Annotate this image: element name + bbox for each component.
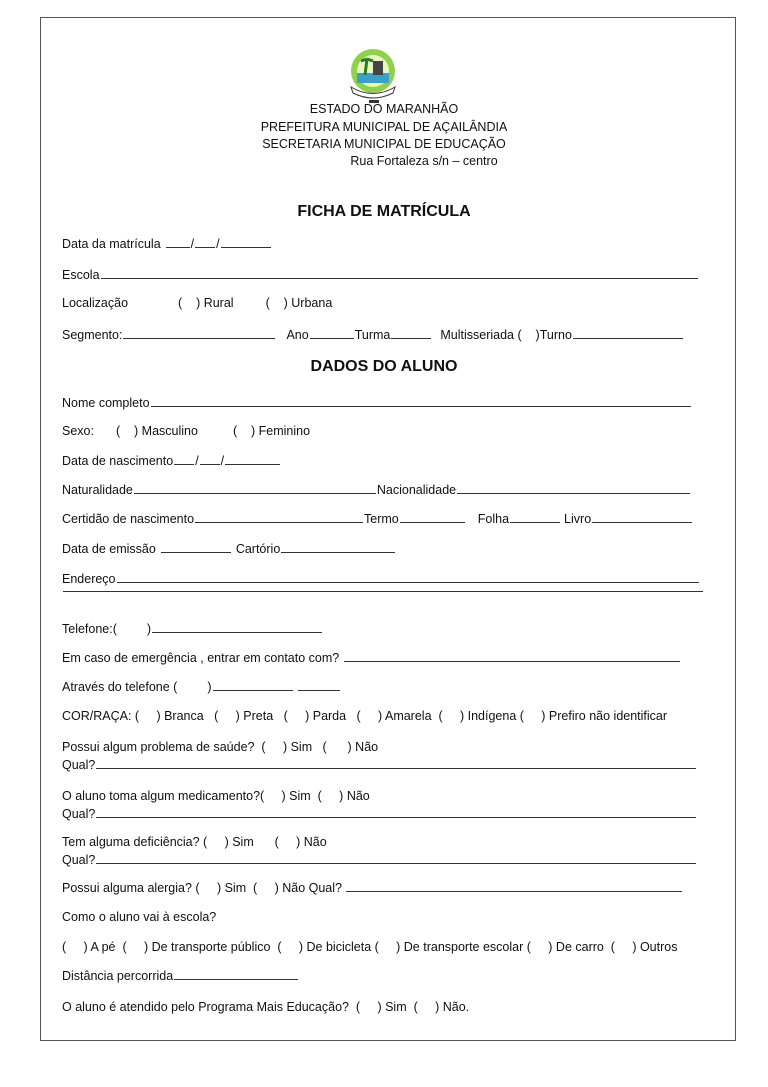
label: Como o aluno vai à escola? xyxy=(62,910,217,924)
label: Distância percorrida xyxy=(62,969,174,983)
label: Data da matrícula xyxy=(62,237,161,251)
year-field[interactable] xyxy=(225,463,280,465)
telefone-field[interactable] xyxy=(152,631,322,633)
deficiencia-qual-field[interactable] xyxy=(96,862,696,864)
folha-field[interactable] xyxy=(510,521,560,523)
label: Cartório xyxy=(235,542,281,556)
label: Qual? xyxy=(62,758,96,772)
checkbox-urbana[interactable]: ( ) Urbana xyxy=(265,296,333,310)
label: Em caso de emergência , entrar em contato com? xyxy=(62,651,340,665)
label: Data de emissão xyxy=(62,542,156,556)
label: Qual? xyxy=(62,853,96,867)
saude-options[interactable]: Possui algum problema de saúde? ( ) Sim ( ) Não xyxy=(62,740,379,754)
label: Segmento: xyxy=(62,328,123,342)
deficiencia-options[interactable]: Tem alguma deficiência? ( ) Sim ( ) Não xyxy=(62,835,327,849)
form-title: FICHA DE MATRÍCULA xyxy=(297,203,471,220)
medicamento-qual-field[interactable] xyxy=(96,816,696,818)
label: Escola xyxy=(62,268,100,282)
medicamento-options[interactable]: O aluno toma algum medicamento?( ) Sim ( ) Não xyxy=(62,789,370,803)
header-prefecture: PREFEITURA MUNICIPAL DE AÇAILÂNDIA xyxy=(260,120,508,134)
telefone-emergencia-field-2[interactable] xyxy=(298,689,340,691)
label: Data de nascimento xyxy=(62,454,174,468)
label: Endereço xyxy=(62,572,116,586)
header-state: ESTADO DO MARANHÃO xyxy=(309,102,459,116)
endereco-field-line2[interactable] xyxy=(63,590,703,592)
turno-field[interactable] xyxy=(573,337,683,339)
label: Livro xyxy=(564,512,592,526)
checkbox-rural[interactable]: ( ) Rural xyxy=(178,296,234,310)
label: Turma xyxy=(354,328,391,342)
naturalidade-field[interactable] xyxy=(134,492,376,494)
termo-field[interactable] xyxy=(400,521,465,523)
livro-field[interactable] xyxy=(592,521,692,523)
section-title: DADOS DO ALUNO xyxy=(310,358,458,375)
label: Ano xyxy=(286,328,309,342)
cartorio-field[interactable] xyxy=(281,551,395,553)
day-field[interactable] xyxy=(174,463,194,465)
label: Qual? xyxy=(62,807,96,821)
label: Certidão de nascimento xyxy=(62,512,195,526)
municipal-coat-of-arms-logo xyxy=(343,45,403,105)
year-field[interactable] xyxy=(221,246,271,248)
telefone-emergencia-field[interactable] xyxy=(213,689,293,691)
label: Localização xyxy=(62,296,129,310)
month-field[interactable] xyxy=(195,246,215,248)
label: Nome completo xyxy=(62,396,150,410)
multisseriada-checkbox[interactable]: Multisseriada ( )Turno xyxy=(440,328,572,342)
distancia-field[interactable] xyxy=(174,978,298,980)
label: ) xyxy=(146,622,152,636)
turma-field[interactable] xyxy=(391,337,431,339)
checkbox-feminino[interactable]: ( ) Feminino xyxy=(232,424,311,438)
checkbox-masculino[interactable]: ( ) Masculino xyxy=(115,424,198,438)
label: ) xyxy=(207,680,212,694)
escola-field[interactable] xyxy=(101,277,698,279)
alergia-options[interactable]: Possui alguma alergia? ( ) Sim ( ) Não Qual? xyxy=(62,881,342,895)
emissao-field[interactable] xyxy=(161,551,231,553)
label: Folha xyxy=(477,512,510,526)
mais-educacao-options[interactable]: O aluno é atendido pelo Programa Mais Educação? ( ) Sim ( ) Não. xyxy=(62,1000,470,1014)
day-field[interactable] xyxy=(166,246,190,248)
label: Nacionalidade xyxy=(376,483,457,497)
header-address: Rua Fortaleza s/n – centro xyxy=(350,154,498,168)
saude-qual-field[interactable] xyxy=(96,767,696,769)
alergia-qual-field[interactable] xyxy=(346,890,682,892)
nome-field[interactable] xyxy=(151,405,691,407)
certidao-field[interactable] xyxy=(195,521,363,523)
label: Sexo: xyxy=(62,424,94,438)
nacionalidade-field[interactable] xyxy=(457,492,690,494)
label: Termo xyxy=(364,512,399,526)
label: Através do telefone ( xyxy=(62,680,178,694)
ano-field[interactable] xyxy=(310,337,354,339)
label: Naturalidade xyxy=(62,483,133,497)
month-field[interactable] xyxy=(200,463,220,465)
transporte-options[interactable]: ( ) A pé ( ) De transporte público ( ) De bicicleta ( ) De transporte escolar ( ) De carro ( ) Outros xyxy=(62,940,678,954)
endereco-field[interactable] xyxy=(117,581,699,583)
emergencia-field[interactable] xyxy=(344,660,680,662)
segmento-field[interactable] xyxy=(123,337,275,339)
header-secretariat: SECRETARIA MUNICIPAL DE EDUCAÇÃO xyxy=(262,137,506,151)
label: Telefone:( xyxy=(62,622,117,636)
cor-raca-options[interactable]: COR/RAÇA: ( ) Branca ( ) Preta ( ) Parda ( ) Amarela ( ) Indígena ( ) Prefiro não identificar xyxy=(62,709,668,723)
